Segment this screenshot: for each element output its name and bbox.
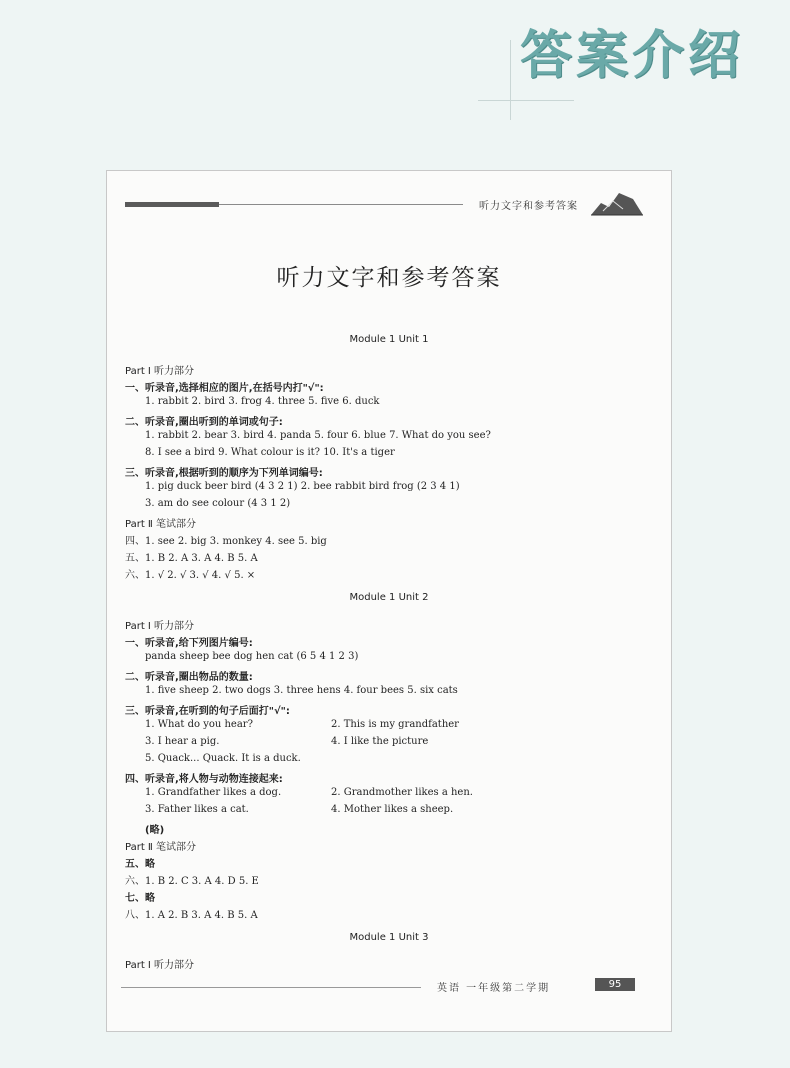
answer-line: 3. am do see colour (4 3 1 2) [145,498,291,509]
answer-line: 五、1. B 2. A 3. A 4. B 5. A [125,553,258,564]
answer-line: 4. I like the picture [331,736,429,747]
section-heading: 四、听录音,将人物与动物连接起来: [125,774,283,785]
answer-line: 3. Father likes a cat. [145,804,249,815]
part-heading: Part Ⅰ 听力部分 [125,366,195,377]
answer-line: 3. I hear a pig. [145,736,220,747]
answer-line: 四、1. see 2. big 3. monkey 4. see 5. big [125,536,327,547]
part-heading: Part Ⅱ 笔试部分 [125,519,197,530]
banner-title: 答案介绍 [520,26,745,86]
section-heading: 三、听录音,在听到的句子后面打"√": [125,706,290,717]
answer-line: 八、1. A 2. B 3. A 4. B 5. A [125,910,258,921]
section-heading: 二、听录音,圈出物品的数量: [125,672,253,683]
answer-line: 1. rabbit 2. bear 3. bird 4. panda 5. four 6. blue 7. What do you see? [145,430,491,441]
part-heading: Part Ⅰ 听力部分 [125,960,195,971]
part-heading: Part Ⅰ 听力部分 [125,621,195,632]
running-header-rule [219,204,463,205]
answer-line: 2. Grandmother likes a hen. [331,787,473,798]
scanned-page [106,170,672,1032]
answer-line: 1. What do you hear? [145,719,253,730]
module-heading: Module 1 Unit 2 [349,592,429,603]
header-divider-horizontal [478,100,574,101]
answer-line: 8. I see a bird 9. What colour is it? 10. It's a tiger [145,447,395,458]
section-heading: 五、略 [125,859,155,870]
header-illustration-icon [589,189,645,217]
page-number: 95 [595,978,635,991]
answer-line: panda sheep bee dog hen cat (6 5 4 1 2 3) [145,651,359,662]
section-heading: 三、听录音,根据听到的顺序为下列单词编号: [125,468,323,479]
answer-line: 1. rabbit 2. bird 3. frog 4. three 5. five 6. duck [145,396,380,407]
answer-line: 4. Mother likes a sheep. [331,804,454,815]
part-heading: Part Ⅱ 笔试部分 [125,842,197,853]
page-title: 听力文字和参考答案 [276,265,502,291]
answer-line: 六、1. B 2. C 3. A 4. D 5. E [125,876,259,887]
answer-line: 1. five sheep 2. two dogs 3. three hens 4. four bees 5. six cats [145,685,458,696]
module-heading: Module 1 Unit 3 [349,932,429,943]
answer-line: 六、1. √ 2. √ 3. √ 4. √ 5. × [125,570,256,581]
answer-line: 5. Quack... Quack. It is a duck. [145,753,301,764]
answer-note: (略) [145,825,165,836]
footer-rule [121,987,421,988]
section-heading: 一、听录音,给下列图片编号: [125,638,253,649]
header-divider-vertical [510,40,511,120]
answer-line: 1. Grandfather likes a dog. [145,787,282,798]
module-heading: Module 1 Unit 1 [349,334,429,345]
section-heading: 二、听录音,圈出听到的单词或句子: [125,417,283,428]
running-header-bar [125,202,219,207]
answer-line: 2. This is my grandfather [331,719,459,730]
footer-text: 英语 一年级第二学期 [437,983,551,994]
answer-line: 1. pig duck beer bird (4 3 2 1) 2. bee rabbit bird frog (2 3 4 1) [145,481,460,492]
section-heading: 一、听录音,选择相应的图片,在括号内打"√": [125,383,324,394]
running-header-text: 听力文字和参考答案 [479,201,578,212]
section-heading: 七、略 [125,893,155,904]
